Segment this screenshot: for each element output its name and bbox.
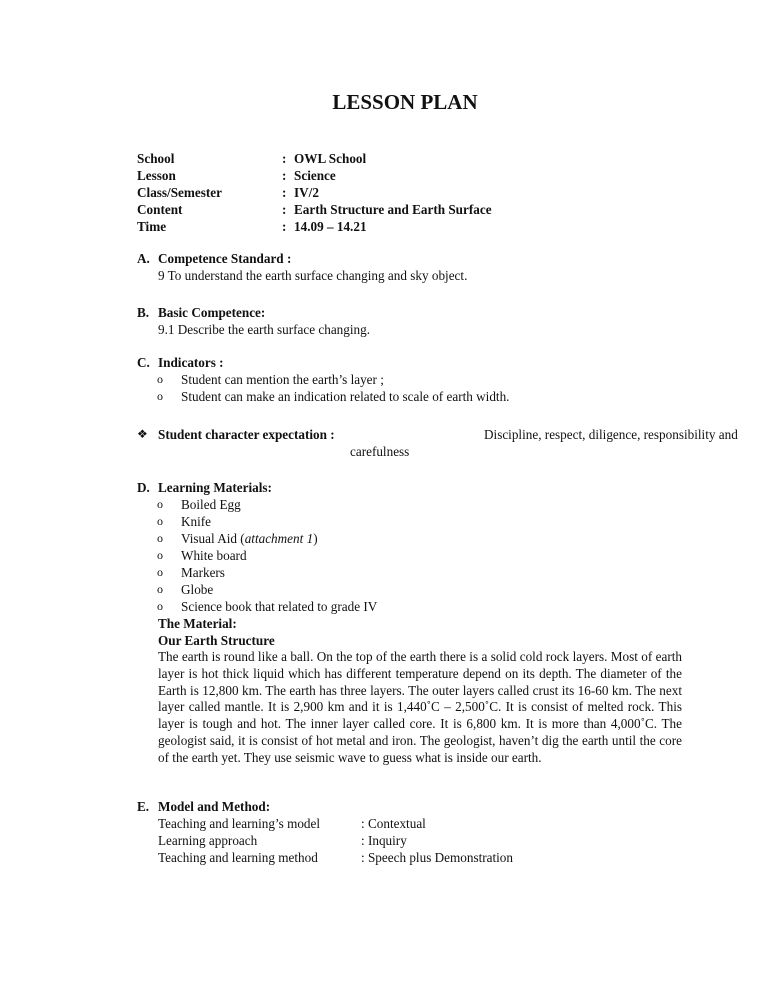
material-item — [137, 547, 682, 564]
section-title: Indicators : — [158, 355, 224, 370]
section-letter: C. — [137, 355, 150, 370]
section-basic-competence — [137, 304, 682, 338]
material-text: Science book that related to grade IV — [181, 599, 378, 614]
info-value: Science — [294, 168, 336, 183]
material-item — [137, 598, 682, 615]
competence-standard-text: 9 To understand the earth surface changing and sky object. — [158, 268, 468, 283]
visual-aid-prefix: Visual Aid ( — [181, 531, 245, 546]
material-item — [137, 564, 682, 581]
indicator-item — [137, 371, 682, 388]
section-letter: A. — [137, 251, 150, 266]
section-indicators — [137, 354, 682, 405]
material-item — [137, 530, 682, 547]
material-text: White board — [181, 548, 247, 563]
model-method-label: Teaching and learning method — [158, 850, 318, 865]
bullet-circle-icon: o — [157, 514, 163, 528]
bullet-circle-icon: o — [157, 497, 163, 511]
bullet-circle-icon: o — [157, 548, 163, 562]
model-method-value: : Contextual — [361, 816, 426, 831]
material-text: Markers — [181, 565, 225, 580]
info-key: Time — [137, 219, 167, 234]
material-paragraph: The earth is round like a ball. On the top of the earth there is a solid cold rock layers. Most of earth layer is hot thick liquid which has different temperature depend on its depth. The diameter of the Earth is 12,800 km. The earth has three layers. The outer layers called crust its 16-60 km. The next layer called mantle. It is 2,900 km and it is 1,440˚C – 2,500˚C. It is consist of melted rock. This layer is tough and hot. The inner layer called core. It is 6,800 km. It is more than 4,000˚C. The geologist said, it is consist of hot metal and iron. The geologist, haven’t dig the earth until the core of the earth yet. They use seismic wave to guess what is inside our earth. — [158, 649, 682, 765]
section-heading — [137, 479, 682, 496]
material-item — [137, 513, 682, 530]
section-heading — [137, 250, 682, 267]
section-letter: E. — [137, 799, 150, 814]
info-key: Class/Semester — [137, 185, 222, 200]
section-title: Model and Method: — [158, 799, 271, 814]
material-text — [181, 530, 318, 547]
page-title: LESSON PLAN — [332, 90, 478, 114]
character-expectation-value: Discipline, respect, diligence, responsibility and — [484, 427, 738, 442]
material-heading: The Material: — [158, 616, 237, 631]
section-title: Basic Competence: — [158, 305, 266, 320]
bullet-circle-icon: o — [157, 372, 163, 386]
material-text: Knife — [181, 514, 212, 529]
model-method-value: : Inquiry — [361, 833, 407, 848]
info-key: School — [137, 151, 175, 166]
material-subheading: Our Earth Structure — [158, 633, 275, 648]
info-key: Content — [137, 202, 183, 217]
indicator-text: Student can mention the earth’s layer ; — [181, 372, 384, 387]
section-letter: D. — [137, 480, 150, 495]
info-sep: : — [282, 168, 287, 183]
bullet-circle-icon: o — [157, 531, 163, 545]
info-value: Earth Structure and Earth Surface — [294, 202, 492, 217]
bullet-circle-icon: o — [157, 599, 163, 613]
visual-aid-attachment: attachment 1 — [244, 531, 314, 546]
info-value: OWL School — [294, 151, 367, 166]
section-heading — [137, 304, 682, 321]
model-method-row — [137, 815, 682, 832]
info-sep: : — [282, 219, 287, 234]
material-text: Globe — [181, 582, 214, 597]
section-letter: B. — [137, 305, 150, 320]
info-sep: : — [282, 185, 287, 200]
model-method-row — [137, 832, 682, 849]
model-method-value: : Speech plus Demonstration — [361, 850, 513, 865]
character-expectation-value-cont: carefulness — [350, 444, 410, 459]
section-heading — [137, 798, 682, 815]
info-sep: : — [282, 151, 287, 166]
info-value: 14.09 – 14.21 — [294, 219, 367, 234]
info-value: IV/2 — [294, 185, 319, 200]
section-competence-standard — [137, 250, 682, 284]
info-key: Lesson — [137, 168, 176, 183]
section-title: Learning Materials: — [158, 480, 272, 495]
model-method-row — [137, 849, 682, 866]
section-learning-materials — [137, 479, 682, 767]
section-heading — [137, 354, 682, 371]
section-model-method — [137, 798, 682, 866]
character-expectation-label: Student character expectation : — [158, 427, 335, 442]
material-item — [137, 496, 682, 513]
diamond-bullet-icon: ❖ — [137, 427, 148, 441]
basic-competence-text: 9.1 Describe the earth surface changing. — [158, 322, 371, 337]
info-sep: : — [282, 202, 287, 217]
bullet-circle-icon: o — [157, 389, 163, 403]
model-method-label: Learning approach — [158, 833, 258, 848]
material-text: Boiled Egg — [181, 497, 241, 512]
section-title: Competence Standard : — [158, 251, 292, 266]
indicator-item — [137, 388, 682, 405]
indicator-text: Student can make an indication related to scale of earth width. — [181, 389, 510, 404]
bullet-circle-icon: o — [157, 582, 163, 596]
model-method-label: Teaching and learning’s model — [158, 816, 321, 831]
material-item — [137, 581, 682, 598]
bullet-circle-icon: o — [157, 565, 163, 579]
visual-aid-suffix: ) — [313, 531, 318, 546]
